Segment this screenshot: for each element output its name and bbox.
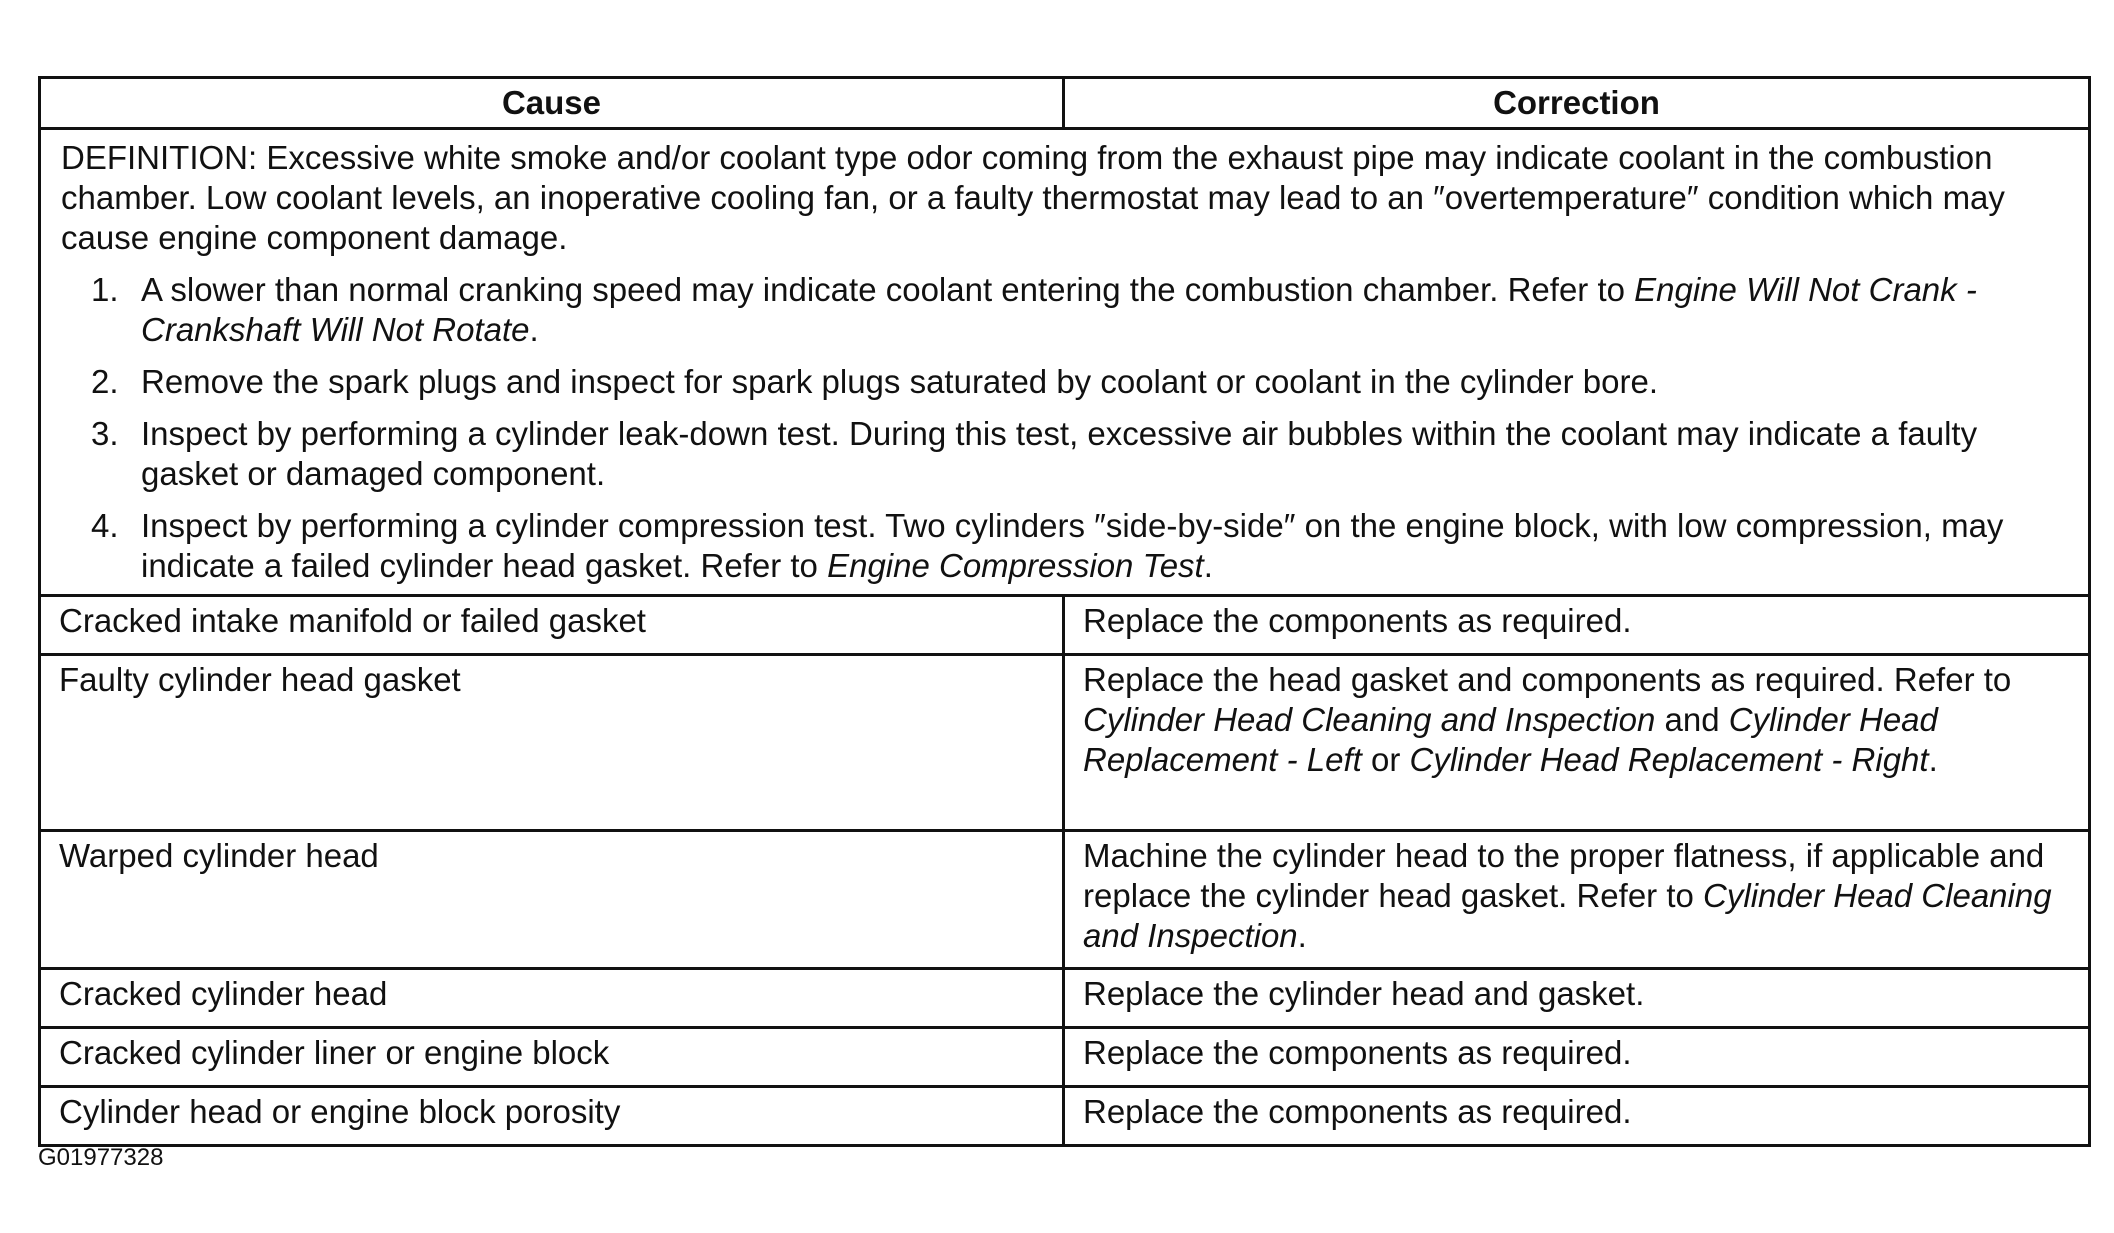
step-number: 4. (91, 507, 119, 544)
cause-cell: Cracked cylinder liner or engine block (40, 1028, 1064, 1087)
figure-code: G01977328 (38, 1144, 164, 1171)
diagnostic-steps-list (61, 270, 2074, 586)
correction-column-header: Correction (1064, 78, 2090, 129)
table-row (40, 1087, 2090, 1146)
correction-cell: Replace the components as required. (1064, 596, 2090, 655)
step-reference: Engine Will Not Crank - Crankshaft Will Not Rotate (141, 271, 1977, 348)
step-end: . (529, 311, 539, 348)
procedure-reference: Cylinder Head Replacement - Left (1083, 701, 1938, 778)
cause-cell: Warped cylinder head (40, 831, 1064, 969)
table-row (40, 596, 2090, 655)
diagnostic-step (61, 506, 2074, 586)
step-number: 1. (91, 271, 119, 308)
cause-cell: Cracked intake manifold or failed gasket (40, 596, 1064, 655)
table-row (40, 969, 2090, 1028)
diagnostic-step (61, 414, 2074, 494)
cause-cell: Cylinder head or engine block porosity (40, 1087, 1064, 1146)
cause-column-header: Cause (40, 78, 1064, 129)
procedure-reference: Cylinder Head Cleaning and Inspection (1083, 877, 2052, 954)
procedure-reference: Cylinder Head Cleaning and Inspection (1083, 701, 1656, 738)
correction-cell: Replace the components as required. (1064, 1028, 2090, 1087)
definition-text: DEFINITION: Excessive white smoke and/or coolant type odor coming from the exhaust pipe may indicate coolant in the combustion chamber. Low coolant levels, an inoperative cooling fan, or a faulty thermostat may lead to an ″overtemperature″ condition which may cause engine component damage. (61, 139, 2005, 256)
definition-row (40, 129, 2090, 596)
diagnostic-step (61, 270, 2074, 350)
step-end: . (1203, 547, 1213, 584)
diagnostic-step (61, 362, 2074, 402)
table-row (40, 655, 2090, 831)
correction-cell: Replace the components as required. (1064, 1087, 2090, 1146)
definition-cell (40, 129, 2090, 596)
table-row (40, 831, 2090, 969)
step-number: 3. (91, 415, 119, 452)
table-header-row (40, 78, 2090, 129)
correction-cell (1064, 655, 2090, 831)
step-text: A slower than normal cranking speed may indicate coolant entering the combustion chamber. Refer to (141, 271, 1635, 308)
correction-text: Replace the head gasket and components as required. Refer to (1083, 661, 2012, 698)
procedure-reference: Cylinder Head Replacement - Right (1409, 741, 1929, 778)
correction-text: Machine the cylinder head to the proper flatness, if applicable and replace the cylinder head gasket. Refer to (1083, 837, 2045, 914)
step-reference: Engine Compression Test (827, 547, 1204, 584)
correction-cell (1064, 831, 2090, 969)
step-text: Inspect by performing a cylinder compression test. Two cylinders ″side-by-side″ on the engine block, with low compression, may indicate a failed cylinder head gasket. Refer to (141, 507, 2004, 584)
step-number: 2. (91, 363, 119, 400)
table-row (40, 1028, 2090, 1087)
diagnosis-table (38, 76, 2091, 1147)
correction-connector: and (1655, 701, 1729, 738)
cause-cell: Faulty cylinder head gasket (40, 655, 1064, 831)
correction-cell: Replace the cylinder head and gasket. (1064, 969, 2090, 1028)
correction-end: . (1928, 741, 1938, 778)
cause-cell: Cracked cylinder head (40, 969, 1064, 1028)
step-text: Remove the spark plugs and inspect for spark plugs saturated by coolant or coolant in the cylinder bore. (141, 363, 1659, 400)
correction-connector: or (1361, 741, 1410, 778)
correction-end: . (1297, 917, 1307, 954)
step-text: Inspect by performing a cylinder leak-down test. During this test, excessive air bubbles within the coolant may indicate a faulty gasket or damaged component. (141, 415, 1978, 492)
